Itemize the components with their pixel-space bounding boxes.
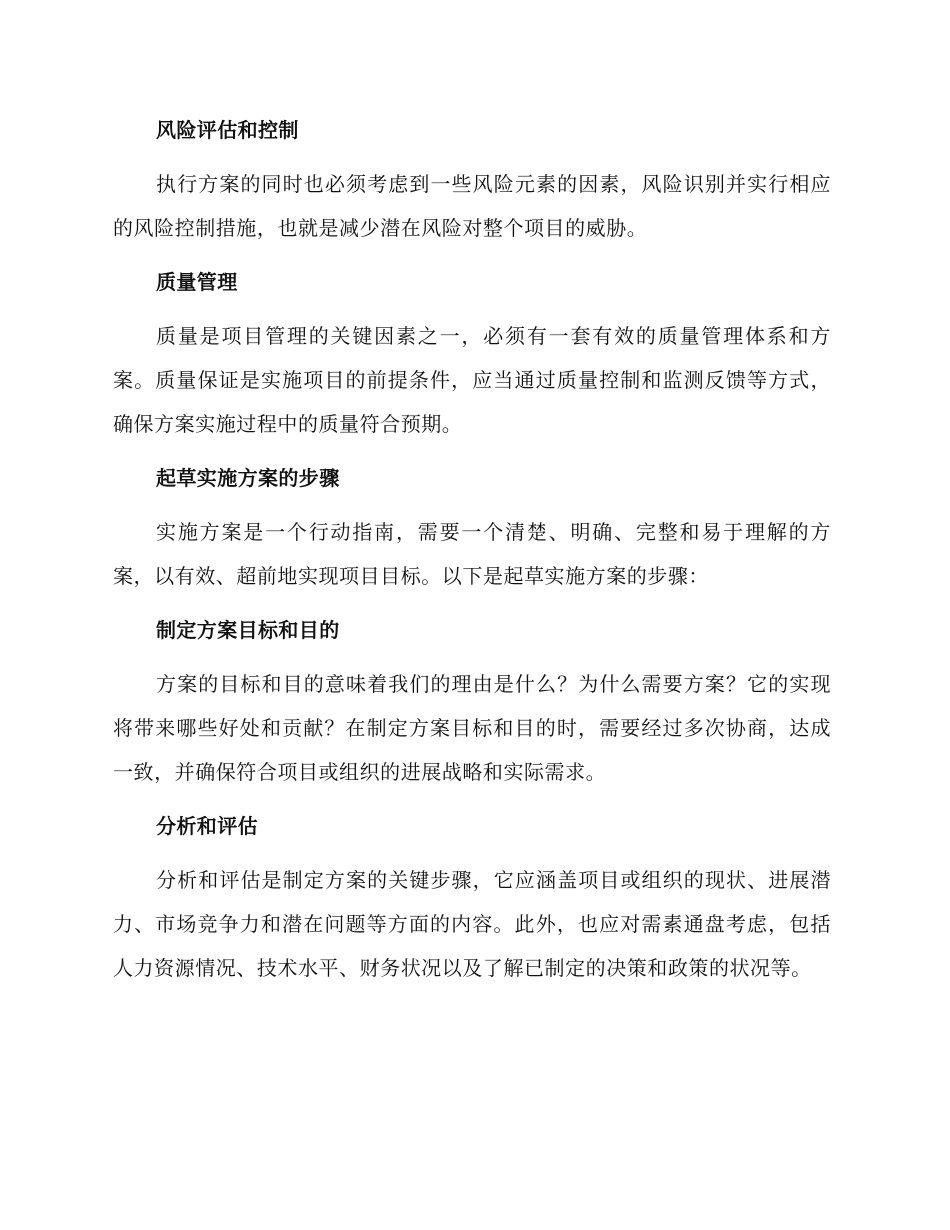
section-heading-quality: 质量管理 — [156, 270, 238, 294]
section-heading-goals: 制定方案目标和目的 — [156, 618, 340, 642]
section-paragraph-quality: 质量是项目管理的关键因素之一，必须有一套有效的质量管理体系和方案。质量保证是实施项目的前提条件，应当通过质量控制和监测反馈等方式，确保方案实施过程中的质量符合预期。 — [113, 324, 831, 436]
section-paragraph-drafting-steps: 实施方案是一个行动指南，需要一个清楚、明确、完整和易于理解的方案，以有效、超前地实现项目目标。以下是起草实施方案的步骤： — [113, 520, 831, 588]
section-heading-drafting-steps: 起草实施方案的步骤 — [156, 466, 340, 490]
section-paragraph-analysis: 分析和评估是制定方案的关键步骤，它应涵盖项目或组织的现状、进展潜力、市场竞争力和潜在问题等方面的内容。此外，也应对需素通盘考虑，包括人力资源情况、技术水平、财务状况以及了解已制定的决策和政策的状况等。 — [113, 868, 831, 980]
section-heading-analysis: 分析和评估 — [156, 814, 258, 838]
section-paragraph-goals: 方案的目标和目的意味着我们的理由是什么？为什么需要方案？它的实现将带来哪些好处和贡献？在制定方案目标和目的时，需要经过多次协商，达成一致，并确保符合项目或组织的进展战略和实际需求。 — [113, 672, 831, 784]
section-heading-risk: 风险评估和控制 — [156, 118, 299, 142]
section-paragraph-risk: 执行方案的同时也必须考虑到一些风险元素的因素，风险识别并实行相应的风险控制措施，也就是减少潜在风险对整个项目的威胁。 — [113, 172, 831, 240]
document-body — [113, 112, 831, 990]
